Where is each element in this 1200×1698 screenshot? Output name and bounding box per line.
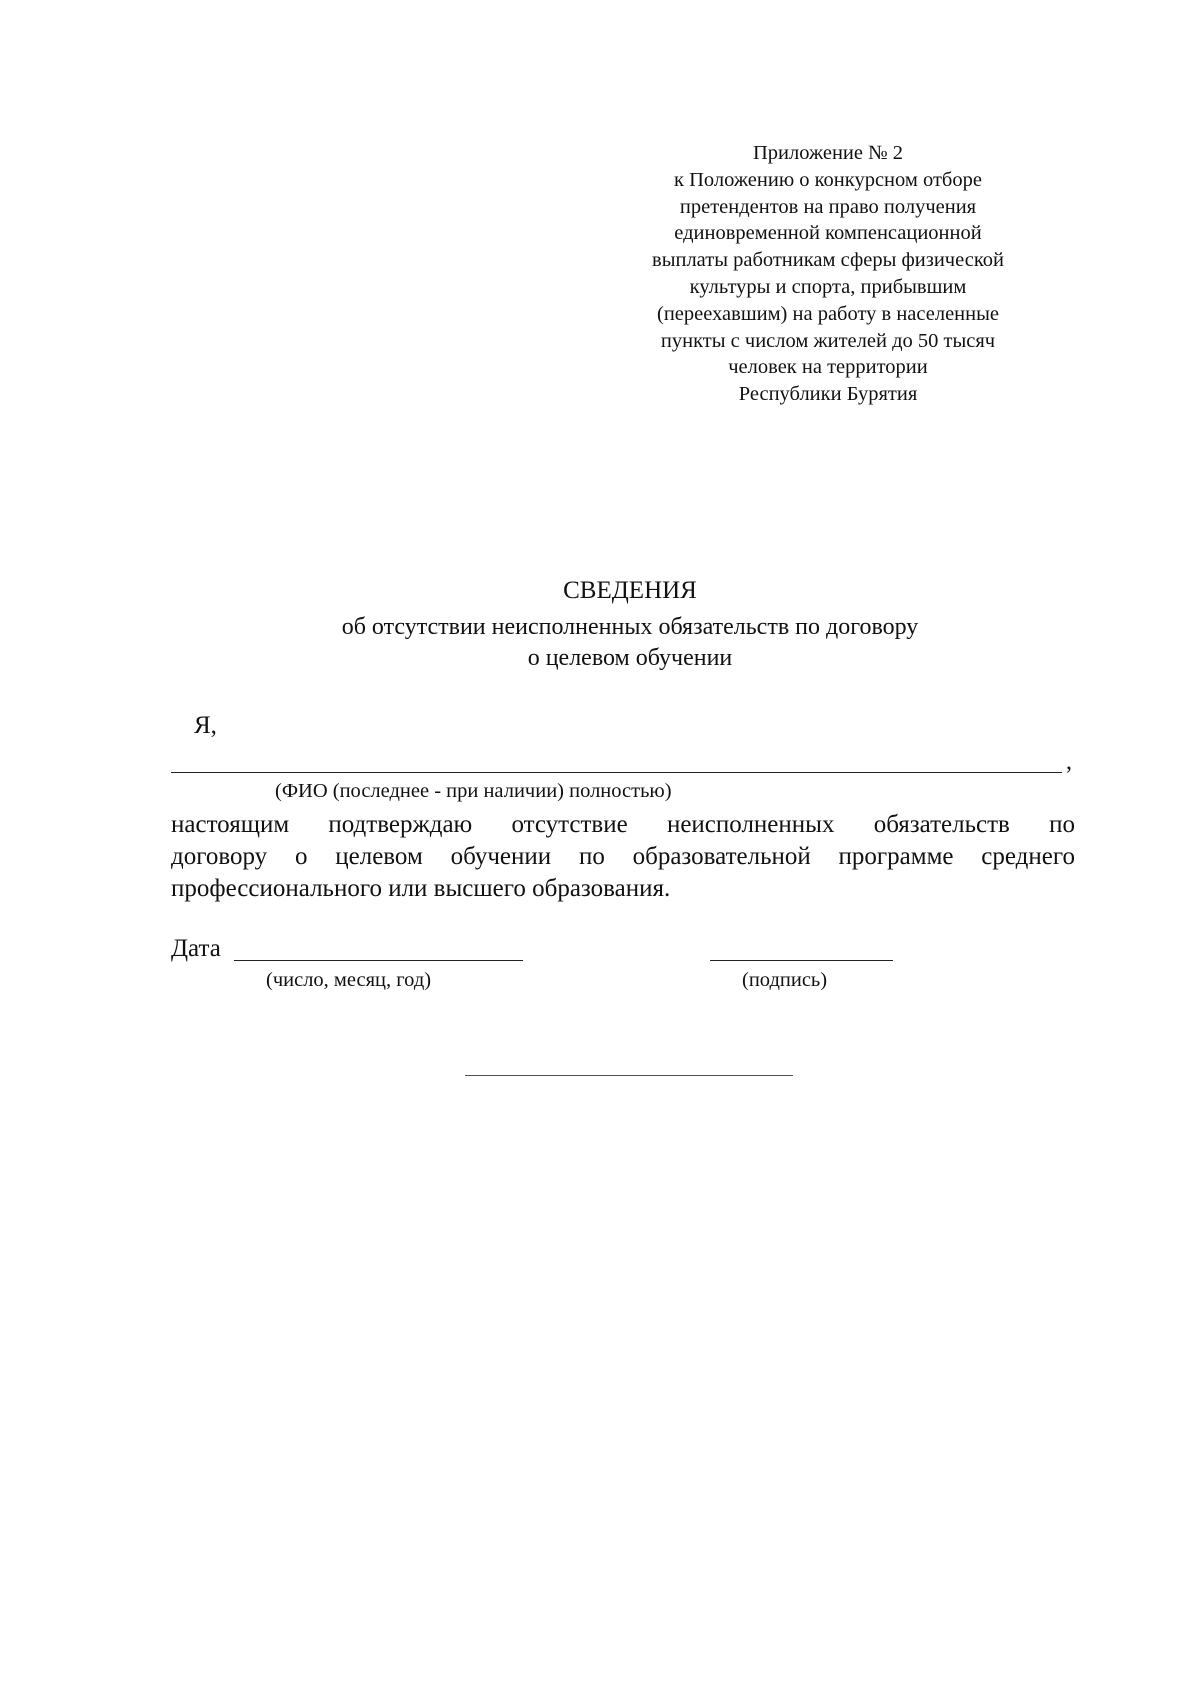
document-title: СВЕДЕНИЯ	[563, 577, 697, 604]
date-field[interactable]	[234, 960, 523, 961]
date-label: Дата	[171, 935, 221, 962]
date-caption: (число, месяц, год)	[266, 969, 432, 991]
statement-body-line: профессионального или высшего образования.	[171, 875, 671, 902]
end-divider	[465, 1075, 793, 1076]
appendix-line: Республики Бурятия	[738, 383, 918, 406]
document-subtitle-line: об отсутствии неисполненных обязательств по договору	[341, 614, 919, 640]
statement-body-line: настоящим подтверждаю отсутствие неисполненных обязательств по	[171, 811, 1075, 838]
appendix-line: пункты с числом жителей до 50 тысяч	[660, 329, 996, 352]
appendix-line: претендентов на право получения	[679, 195, 977, 218]
statement-intro: Я,	[194, 712, 217, 739]
full-name-caption: (ФИО (последнее - при наличии) полностью)	[275, 780, 672, 802]
appendix-block	[608, 140, 1048, 408]
appendix-line: единовременной компенсационной	[674, 222, 982, 245]
document-subtitle-line: о целевом обучении	[527, 645, 733, 671]
appendix-line: выплаты работникам сферы физической	[652, 249, 1004, 272]
appendix-line: (переехавшим) на работу в населенные	[657, 302, 999, 325]
appendix-line: к Положению о конкурсном отборе	[674, 168, 982, 191]
appendix-line: человек на территории	[728, 356, 928, 379]
signature-field[interactable]	[710, 960, 893, 961]
statement-body-line: договору о целевом обучении по образовательной программе среднего	[171, 843, 1075, 870]
full-name-field[interactable]	[171, 772, 1062, 773]
name-comma: ,	[1066, 749, 1072, 775]
appendix-line: культуры и спорта, прибывшим	[689, 275, 967, 298]
signature-caption: (подпись)	[742, 969, 828, 991]
appendix-line: Приложение № 2	[752, 142, 904, 164]
